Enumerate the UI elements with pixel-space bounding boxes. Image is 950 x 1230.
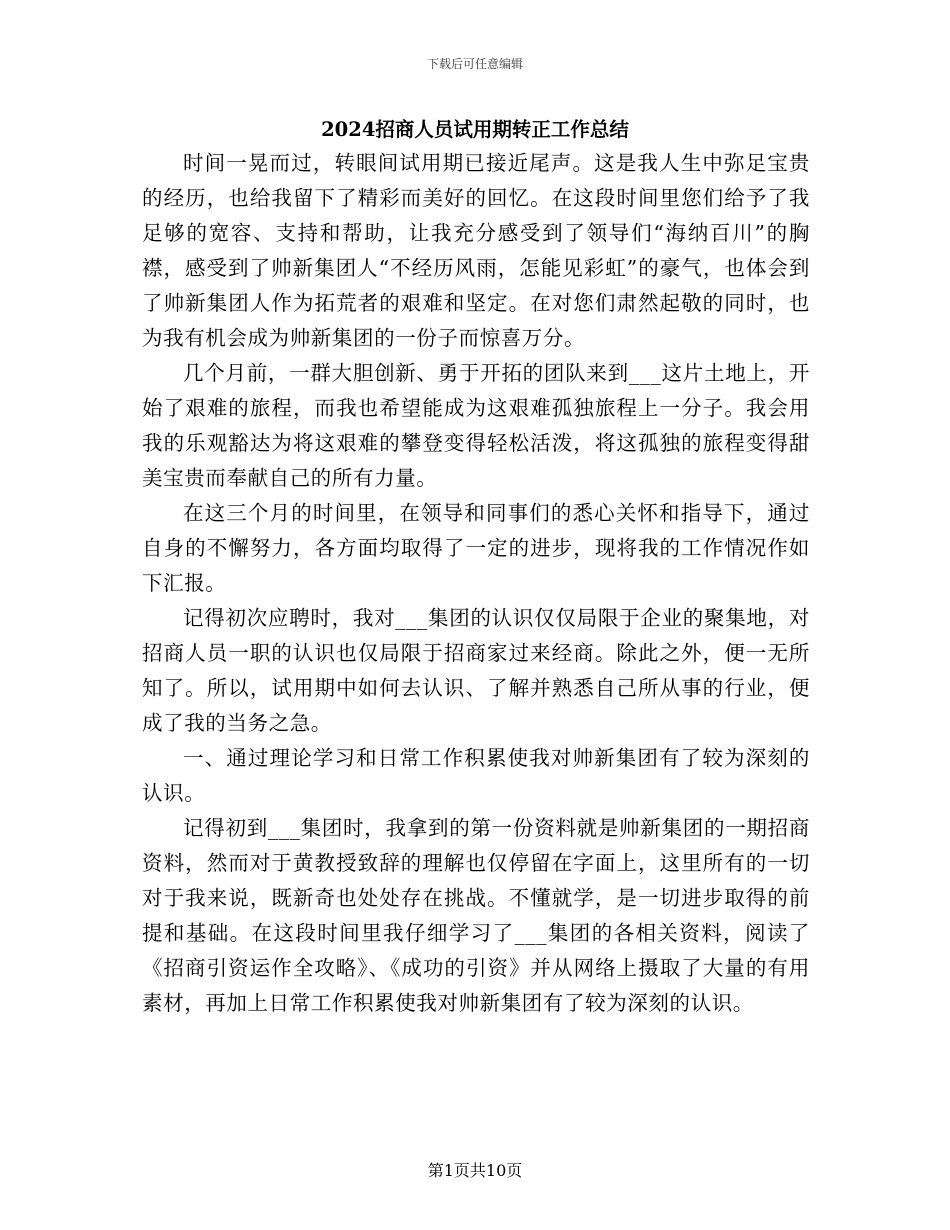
document-body <box>142 146 810 1021</box>
page-header-note: 下载后可任意编辑 <box>426 57 523 71</box>
paragraph: 时间一晃而过，转眼间试用期已接近尾声。这是我人生中弥足宝贵的经历，也给我留下了精彩而美好的回忆。在这段时间里您们给予了我足够的宽容、支持和帮助，让我充分感受到了领导们“海纳百川”的胸襟，感受到了帅新集团人“不经历风雨，怎能见彩虹”的豪气，也体会到了帅新集团人作为拓荒者的艰难和坚定。在对您们肃然起敬的同时，也为我有机会成为帅新集团的一份子而惊喜万分。 <box>142 151 810 350</box>
section-heading-paragraph: 一、通过理论学习和日常工作积累使我对帅新集团有了较为深刻的认识。 <box>142 746 810 805</box>
document-title: 2024招商人员试用期转正工作总结 <box>321 118 629 141</box>
paragraph: 在这三个月的时间里，在领导和同事们的悉心关怀和指导下，通过自身的不懈努力，各方面均取得了一定的进步，现将我的工作情况作如下汇报。 <box>142 501 810 595</box>
paragraph: 记得初到___集团时，我拿到的第一份资料就是帅新集团的一期招商资料，然而对于黄教授致辞的理解也仅停留在字面上，这里所有的一切对于我来说，既新奇也处处存在挑战。不懂就学，是一切进步取得的前提和基础。在这段时间里我仔细学习了___集团的各相关资料，阅读了《招商引资运作全攻略》、《成功的引资》并从网络上摄取了大量的有用素材，再加上日常工作积累使我对帅新集团有了较为深刻的认识。 <box>142 816 810 1015</box>
paragraph: 记得初次应聘时，我对___集团的认识仅仅局限于企业的聚集地，对招商人员一职的认识也仅局限于招商家过来经商。除此之外，便一无所知了。所以，试用期中如何去认识、了解并熟悉自己所从事的行业，便成了我的当务之急。 <box>142 606 810 735</box>
paragraph: 几个月前，一群大胆创新、勇于开拓的团队来到___这片土地上，开始了艰难的旅程，而我也希望能成为这艰难孤独旅程上一分子。我会用我的乐观豁达为将这艰难的攀登变得轻松活泼，将这孤独的旅程变得甜美宝贵而奉献自己的所有力量。 <box>142 361 810 490</box>
page-number: 第1页共10页 <box>427 1161 523 1180</box>
